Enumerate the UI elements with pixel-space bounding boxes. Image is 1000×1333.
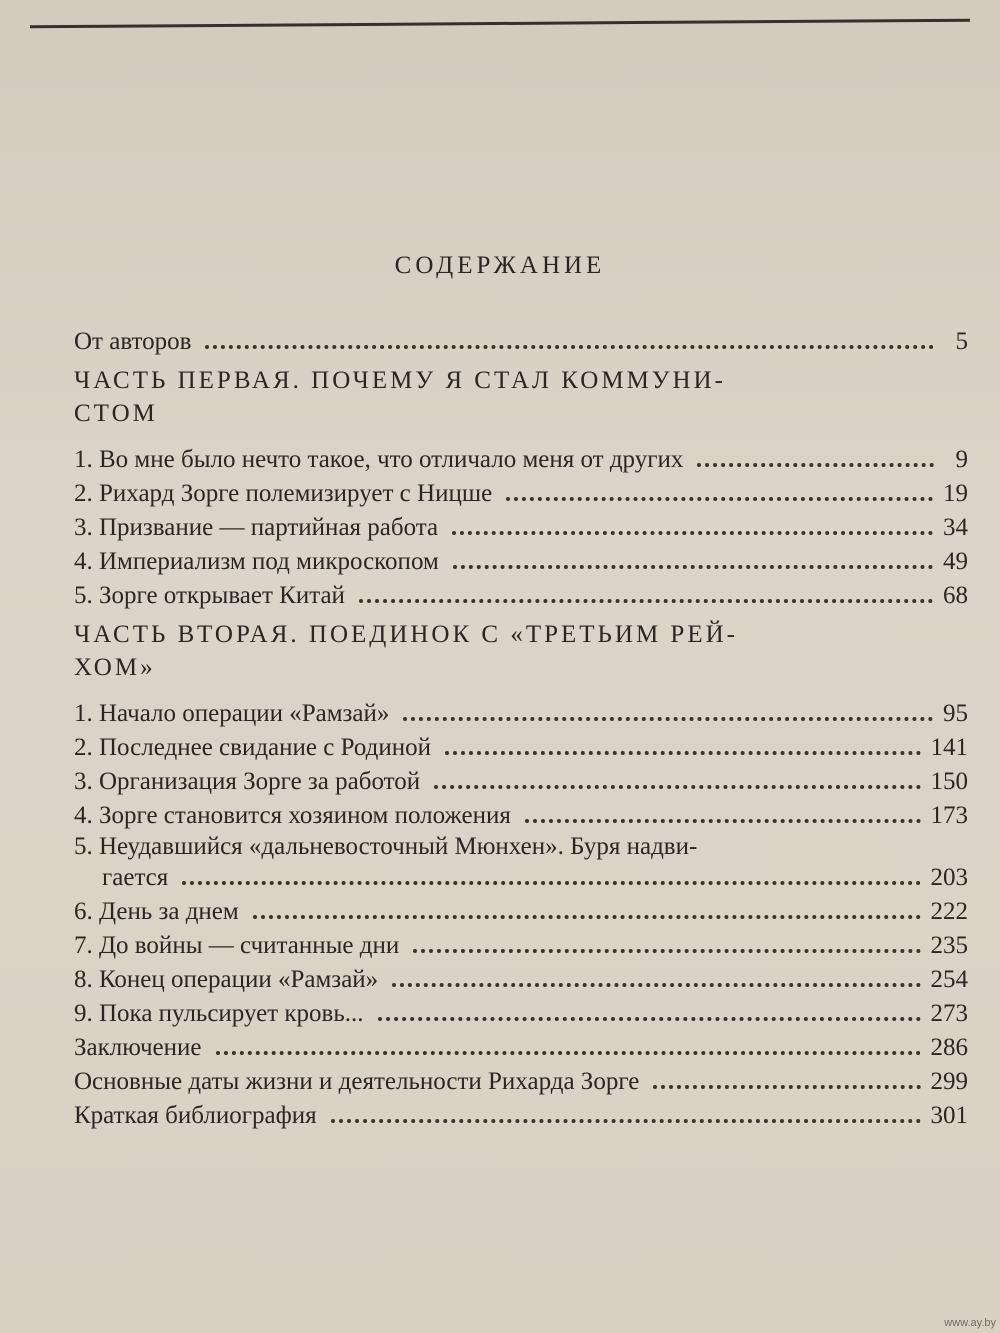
part-heading-line: ЧАСТЬ ВТОРАЯ. ПОЕДИНОК С «ТРЕТЬИМ РЕЙ- — [74, 621, 738, 648]
leader-dots — [216, 1051, 921, 1055]
toc-entry-dates — [74, 1062, 968, 1096]
leader-dots — [392, 983, 920, 987]
toc-entry-page: 150 — [930, 768, 968, 795]
toc-entry-page: 273 — [930, 1000, 968, 1027]
toc-entry-page: 286 — [930, 1034, 968, 1061]
toc-entry-title: 2. Последнее свидание с Родиной — [74, 734, 432, 761]
leader-dots — [413, 949, 920, 953]
toc-entry-chapter — [74, 508, 968, 542]
toc-entry-title: Краткая библиография — [74, 1102, 317, 1129]
toc-entry-page: 5 — [955, 328, 968, 355]
toc-entry-title: 1. Начало операции «Рамзай» — [74, 700, 390, 727]
toc-entry-chapter — [74, 762, 968, 796]
toc-entry-page: 68 — [943, 582, 968, 609]
toc-entry-title: От авторов — [74, 328, 192, 355]
toc-entry-title: 6. День за днем — [74, 898, 239, 925]
toc-entry-title: 4. Зорге становится хозяином положения — [74, 802, 511, 829]
toc-entry-chapter — [74, 796, 968, 830]
toc-entry-page: 254 — [930, 966, 968, 993]
toc-entry-bibliography — [74, 1096, 968, 1130]
toc-entry-chapter — [74, 858, 968, 892]
toc-entry-chapter — [74, 694, 968, 728]
toc-entry-title: 8. Конец операции «Рамзай» — [74, 966, 379, 993]
toc-entry-page: 299 — [930, 1068, 968, 1095]
part-heading-line: ХОМ» — [74, 654, 156, 681]
toc-entry-chapter — [74, 728, 968, 762]
toc-entry-page: 9 — [955, 446, 968, 473]
leader-dots — [253, 915, 921, 919]
leader-dots — [434, 785, 920, 789]
leader-dots — [403, 717, 933, 721]
toc-entry-page: 203 — [930, 864, 968, 891]
leader-dots — [331, 1119, 921, 1123]
leader-dots — [205, 345, 934, 349]
toc-entry-title: Основные даты жизни и деятельности Рихарда Зорге — [74, 1068, 640, 1095]
toc-entry-title: 4. Империализм под микроскопом — [74, 548, 439, 575]
leader-dots — [452, 531, 933, 535]
toc-entry-chapter-line: 5. Неудавшийся «дальневосточный Мюнхен». Буря надви- — [74, 833, 698, 860]
toc-entry-title: 3. Организация Зорге за работой — [74, 768, 421, 795]
toc-entry-page: 222 — [930, 898, 968, 925]
toc-entry-title: 7. До войны — считанные дни — [74, 932, 400, 959]
toc-entry-page: 19 — [943, 480, 968, 507]
leader-dots — [653, 1085, 920, 1089]
leader-dots — [359, 599, 933, 603]
leader-dots — [525, 819, 921, 823]
toc-entry-chapter — [74, 542, 968, 576]
toc-entry-page: 235 — [930, 932, 968, 959]
leader-dots — [378, 1017, 921, 1021]
part-heading-line: ЧАСТЬ ПЕРВАЯ. ПОЧЕМУ Я СТАЛ КОММУНИ- — [74, 367, 726, 394]
part-heading-line: СТОМ — [74, 400, 158, 427]
toc-entry-title: 3. Призвание — партийная работа — [74, 514, 439, 541]
part-two-heading — [74, 618, 968, 684]
top-rule — [30, 19, 970, 29]
leader-dots — [506, 497, 933, 501]
toc-entry-title: гается — [102, 864, 169, 891]
page-title: СОДЕРЖАНИЕ — [394, 252, 606, 279]
toc-entry-conclusion — [74, 1028, 968, 1062]
toc-entry-page: 141 — [930, 734, 968, 761]
toc-entry-title: 9. Пока пульсирует кровь... — [74, 1000, 364, 1027]
toc-entry-page: 173 — [930, 802, 968, 829]
toc-entry-authors — [74, 322, 968, 356]
toc-entry-chapter — [74, 926, 968, 960]
toc-entry-chapter — [74, 440, 968, 474]
toc-entry-chapter — [74, 474, 968, 508]
toc-entry-title: Заключение — [74, 1034, 202, 1061]
toc-entry-page: 95 — [943, 700, 968, 727]
leader-dots — [182, 881, 920, 885]
part-one-heading — [74, 364, 968, 430]
watermark: www.ay.by — [944, 1317, 996, 1329]
toc-entry-chapter — [74, 994, 968, 1028]
toc-entry-page: 49 — [943, 548, 968, 575]
toc-entry-page: 301 — [930, 1102, 968, 1129]
leader-dots — [445, 751, 920, 755]
leader-dots — [697, 463, 934, 467]
toc-entry-page: 34 — [943, 514, 968, 541]
toc-entry-chapter — [74, 892, 968, 926]
toc-entry-title: 5. Зорге открывает Китай — [74, 582, 345, 609]
toc-entry-title: 2. Рихард Зорге полемизирует с Ницше — [74, 480, 493, 507]
leader-dots — [453, 565, 933, 569]
toc-entry-chapter — [74, 576, 968, 610]
toc-entry-title: 1. Во мне было нечто такое, что отличало меня от других — [74, 446, 684, 473]
toc-entry-chapter — [74, 960, 968, 994]
